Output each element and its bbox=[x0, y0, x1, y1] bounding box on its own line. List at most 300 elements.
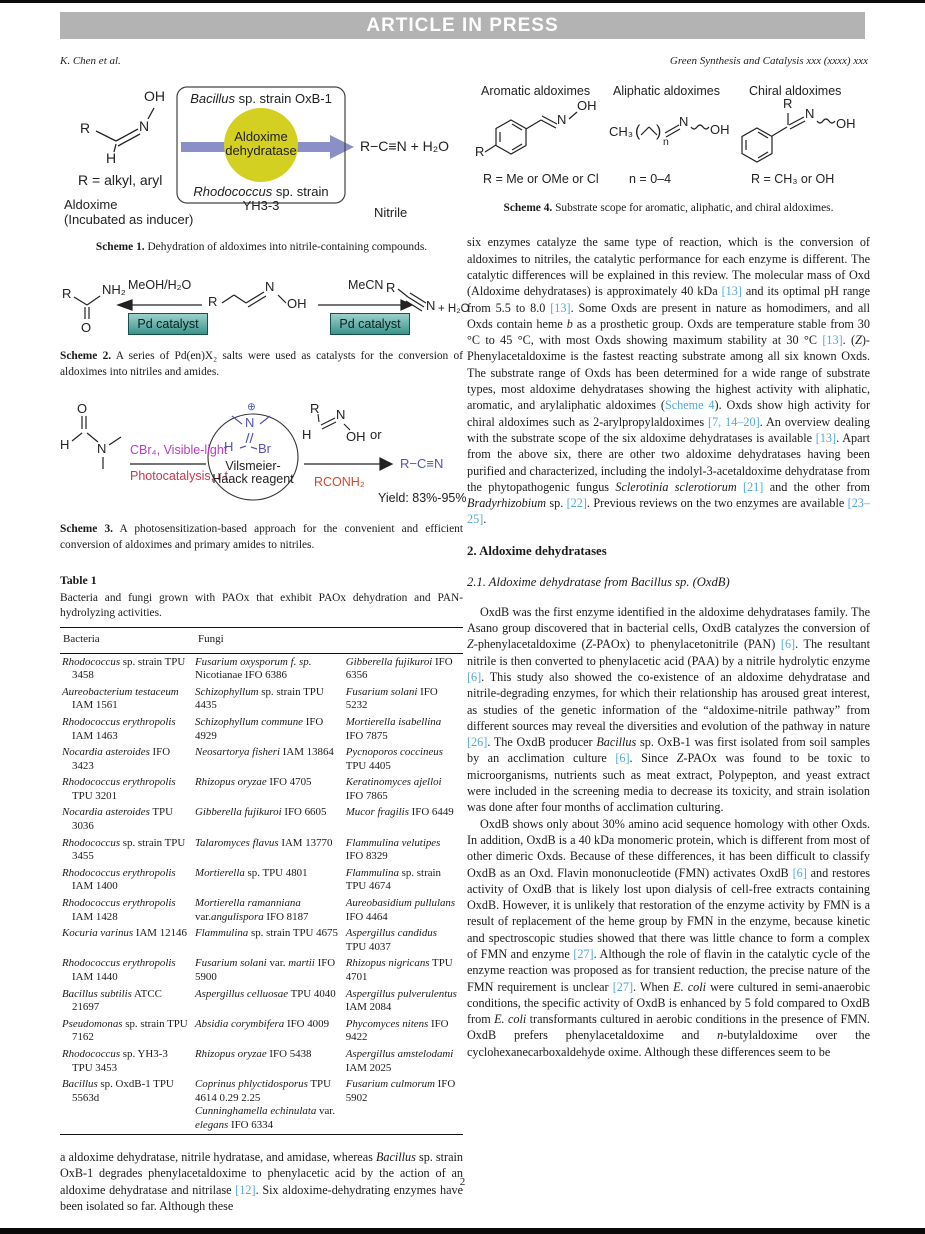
text-run: Rhizopus oryzae bbox=[195, 776, 267, 789]
text-run: TPU 4037 bbox=[345, 940, 391, 953]
table-cell bbox=[195, 865, 346, 895]
aliphatic-substituent-label: n = 0–4 bbox=[629, 172, 672, 186]
text-run: Nicotianae IFO 6386 bbox=[195, 669, 287, 682]
table-cell bbox=[346, 714, 463, 744]
text-run: IAM 1561 bbox=[72, 699, 118, 712]
running-header-authors: K. Chen et al. bbox=[60, 55, 121, 67]
text-run: IFO 4464 bbox=[345, 910, 388, 923]
text-run: Aspergillus pulverulentus bbox=[345, 987, 457, 1000]
vilsmeier-haack-label: Vilsmeier-Haack reagent bbox=[212, 459, 294, 487]
column-header-bacteria: Bacteria bbox=[60, 628, 195, 654]
text-run: Z bbox=[676, 751, 684, 766]
table1-label: Table 1 bbox=[60, 573, 97, 588]
text-run: sp. strain TPU 4675 bbox=[248, 927, 338, 940]
text-run: . Since bbox=[629, 751, 677, 766]
text-run: Aspergillus celluosae bbox=[195, 987, 289, 1000]
text-run: IFO 9422 bbox=[345, 1017, 449, 1044]
text-run: . When bbox=[633, 979, 674, 994]
text-run: IFO 7875 bbox=[345, 729, 388, 742]
text-run: Pseudomonas bbox=[62, 1017, 123, 1030]
citation-link[interactable]: [6] bbox=[792, 865, 807, 880]
citation-link[interactable]: [12] bbox=[235, 1182, 256, 1197]
text-run: IFO 3423 bbox=[72, 746, 171, 772]
text-run: sp. OxdB-1 TPU 5563d bbox=[72, 1078, 174, 1104]
text-run: Sclerotinia sclerotiorum bbox=[615, 479, 737, 494]
table-row bbox=[60, 896, 463, 926]
text-run: IFO 5900 bbox=[195, 957, 336, 983]
text-run: Flammulina velutipes bbox=[345, 836, 441, 849]
table1 bbox=[60, 627, 463, 1135]
text-run: IAM 1428 bbox=[72, 910, 118, 923]
table-cell bbox=[60, 835, 195, 865]
r-definition-label: R = alkyl, aryl bbox=[78, 172, 163, 188]
text-run: Fusarium oxysporum f. sp. bbox=[195, 655, 312, 668]
table-row bbox=[60, 775, 463, 805]
scheme3-caption bbox=[60, 522, 463, 553]
table-cell bbox=[60, 865, 195, 895]
r-label: R bbox=[783, 96, 793, 111]
text-run: sp. strain TPU 7162 bbox=[72, 1017, 188, 1044]
table-cell bbox=[346, 1046, 463, 1076]
text-run: Rhodococcus bbox=[62, 836, 121, 849]
table-cell bbox=[60, 714, 195, 744]
table-cell bbox=[195, 1046, 346, 1076]
r-label: R bbox=[80, 120, 91, 136]
text-run: . This study also showed the co-existence of an aldoxime dehydratase and nitrile-degrading enzymes, for which their relationship has aroused great interest, as studies of the genetic information of the “aldoxime-nitrile pathway” from different sources may reveal the diversities and evolution of the pathway in nature bbox=[467, 669, 870, 733]
table-cell bbox=[346, 926, 463, 956]
table-row bbox=[60, 714, 463, 744]
table-cell bbox=[195, 775, 346, 805]
nitrile-product-label: R−C≡N bbox=[400, 456, 444, 472]
text-run: Absidia corymbifera bbox=[195, 1017, 285, 1030]
table-cell bbox=[346, 805, 463, 835]
citation-link[interactable]: [7, 14–20] bbox=[708, 414, 760, 429]
table-cell bbox=[346, 745, 463, 775]
citation-link[interactable]: [6] bbox=[615, 751, 630, 766]
text-run: Z bbox=[855, 333, 862, 348]
citation-link[interactable]: [22] bbox=[566, 496, 587, 511]
plus-water-label: + H₂O bbox=[438, 303, 470, 316]
text-run: Scheme 3. bbox=[60, 523, 114, 536]
left-reaction-arrow bbox=[118, 300, 202, 310]
text-run: Flammulina bbox=[195, 927, 249, 940]
or-label: or bbox=[370, 427, 382, 443]
table-cell bbox=[60, 684, 195, 714]
text-run: IFO 4929 bbox=[195, 715, 324, 742]
text-run: Bradyrhizobium bbox=[467, 496, 546, 511]
n-subscript-label: n bbox=[663, 136, 669, 148]
table-cell bbox=[60, 654, 195, 685]
text-run: Gibberella fujikuroi bbox=[345, 655, 433, 668]
text-run: Nocardia asteroides bbox=[62, 806, 150, 819]
citation-link[interactable]: [13] bbox=[550, 300, 571, 315]
text-run: Bacillus bbox=[190, 91, 235, 106]
text-run: E. coli bbox=[494, 1012, 527, 1027]
o-label: O bbox=[77, 401, 88, 417]
body-paragraph-3 bbox=[467, 816, 870, 1060]
pd-catalyst-box-right: Pd catalyst bbox=[330, 313, 410, 335]
text-run: Bacillus bbox=[375, 1150, 416, 1165]
n-label: N bbox=[805, 106, 815, 121]
text-run: ATCC 21697 bbox=[72, 987, 162, 1014]
text-run: Keratinomyces ajelloi bbox=[345, 776, 442, 789]
table-cell bbox=[60, 1016, 195, 1046]
citation-link[interactable]: [6] bbox=[467, 669, 482, 684]
citation-link[interactable]: [13] bbox=[815, 430, 837, 445]
paren-left-label: ( bbox=[635, 123, 641, 140]
table-cell bbox=[60, 926, 195, 956]
text-run: IFO 5902 bbox=[345, 1078, 456, 1104]
section-heading-2: 2. Aldoxime dehydratases bbox=[467, 543, 607, 558]
text-run: IAM 2025 bbox=[345, 1061, 392, 1074]
text-run: Mucor fragilis bbox=[345, 806, 409, 819]
table1-body bbox=[60, 654, 463, 1135]
right-reaction-arrow bbox=[318, 300, 412, 310]
table-cell bbox=[346, 986, 463, 1016]
text-run: IFO 8329 bbox=[345, 850, 388, 863]
text-run: Aureobacterium testaceum bbox=[62, 685, 179, 698]
text-run: Scheme 4. bbox=[503, 202, 553, 214]
table-cell bbox=[346, 835, 463, 865]
text-run: Neosartorya fisheri bbox=[195, 746, 281, 759]
amide-structure bbox=[74, 296, 100, 319]
h-label: H bbox=[302, 427, 312, 443]
n-label: N bbox=[679, 114, 689, 129]
reaction-arrow bbox=[304, 458, 392, 470]
n-label: N bbox=[426, 298, 436, 314]
h-label: H bbox=[224, 439, 234, 455]
table-cell bbox=[60, 956, 195, 986]
aliphatic-aldoxime-structure bbox=[641, 125, 709, 137]
text-run: -PAOx was found to be toxic to microorganisms, nutrients such as meat extract, Polypepton, and yeast extract were included in the screening media to decrease its toxicity, and strain isolation was done after four months of acclimation culturing. bbox=[467, 751, 870, 815]
oh-label: OH bbox=[287, 296, 307, 312]
text-run: sp. TPU 4801 bbox=[244, 866, 308, 879]
amide-reactant-label: RCONH₂ bbox=[314, 475, 365, 490]
citation-link[interactable]: [13] bbox=[721, 284, 742, 299]
r-label: R bbox=[310, 401, 320, 417]
text-run: Rhodococcus bbox=[193, 184, 273, 199]
text-run: IFO 4705 bbox=[266, 776, 312, 789]
oh-label: OH bbox=[144, 88, 165, 104]
text-run: as a prosthetic group. Oxds are temperature stable from 30 °C to 45 °C, with most Oxds showing maximum stability at 30 °C bbox=[467, 316, 870, 348]
yield-label: Yield: 83%-95% bbox=[378, 491, 467, 506]
n-label: N bbox=[245, 415, 255, 431]
table-cell bbox=[346, 865, 463, 895]
text-run: sp. bbox=[546, 496, 567, 511]
text-run: Substrate scope for aromatic, aliphatic, and chiral aldoximes. bbox=[552, 202, 834, 214]
body-paragraph-1 bbox=[467, 234, 870, 527]
text-run: IFO 6605 bbox=[281, 806, 327, 819]
aromatic-substituent-label: R = Me or OMe or Cl bbox=[483, 172, 599, 186]
table-cell bbox=[346, 775, 463, 805]
r-label: R bbox=[62, 286, 72, 302]
text-run: Dehydration of aldoximes into nitrile-containing compounds. bbox=[144, 241, 428, 253]
text-run: Rhodococcus erythropolis bbox=[62, 715, 176, 728]
table-cell bbox=[346, 654, 463, 685]
text-run: IFO 5438 bbox=[266, 1047, 312, 1060]
chiral-group-label: Chiral aldoximes bbox=[749, 84, 842, 98]
citation-link[interactable]: [13] bbox=[822, 333, 843, 348]
scheme4-caption bbox=[467, 201, 870, 216]
citation-link[interactable]: [6] bbox=[780, 637, 796, 652]
text-run: A series of Pd(en)X₂ salts were used as catalysts for the conversion of aldoximes into nitriles and amides. bbox=[60, 350, 463, 378]
text-run: Bacillus bbox=[62, 1078, 98, 1091]
left-column bbox=[60, 85, 470, 1214]
text-run: Rhodococcus erythropolis bbox=[62, 897, 176, 910]
text-run: sp. strain TPU 4674 bbox=[345, 866, 442, 893]
table-row bbox=[60, 956, 463, 986]
enzyme-name-label: Aldoxime dehydratase bbox=[225, 129, 297, 159]
text-run: b bbox=[566, 316, 573, 331]
text-run: E. coli bbox=[673, 979, 707, 994]
oh-label: OH bbox=[577, 98, 597, 113]
table-row bbox=[60, 684, 463, 714]
running-header bbox=[60, 55, 868, 67]
text-run: IAM 1440 bbox=[72, 971, 118, 983]
text-run: IFO 5232 bbox=[345, 685, 438, 712]
h-label: H bbox=[106, 150, 117, 166]
text-run: Schizophyllum commune bbox=[195, 715, 303, 728]
br-label: Br bbox=[258, 441, 271, 457]
aliphatic-group-label: Aliphatic aldoximes bbox=[613, 84, 720, 98]
text-run: Talaromyces flavus bbox=[195, 836, 279, 849]
n-label: N bbox=[557, 112, 567, 127]
text-run: Rhodococcus erythropolis bbox=[62, 957, 176, 970]
text-run: ). Oxds show high activity for chiral aldoximes such as 2-arylpropylaldoximes bbox=[467, 398, 870, 429]
n-label: N bbox=[336, 407, 346, 423]
text-run: Mortierella bbox=[195, 866, 245, 879]
body-paragraph-2 bbox=[467, 604, 870, 816]
n-label: N bbox=[265, 279, 275, 295]
text-run: . Although the role of flavin in the catalytic cycle of the enzyme reaction was proposed as for transient reduction, the precise nature of the FMN requirement is unclear bbox=[467, 946, 871, 994]
table-cell bbox=[195, 714, 346, 744]
text-run: IFO 6356 bbox=[345, 655, 453, 682]
text-run: TPU 4701 bbox=[345, 957, 453, 983]
table-row bbox=[60, 1077, 463, 1135]
h-label: H bbox=[60, 437, 70, 453]
table-cell bbox=[60, 1077, 195, 1135]
n-label: N bbox=[97, 441, 107, 457]
scheme4-figure bbox=[467, 85, 870, 193]
text-run: Fusarium solani bbox=[195, 957, 267, 970]
table-row bbox=[60, 745, 463, 775]
citation-link[interactable]: [21] bbox=[743, 479, 764, 494]
central-aldoxime-structure bbox=[222, 292, 286, 307]
r-label: R bbox=[386, 280, 396, 296]
text-run: Scheme 1. bbox=[95, 241, 145, 253]
table-cell bbox=[60, 775, 195, 805]
text-run: sp. strain TPU 3458 bbox=[72, 655, 186, 682]
text-run: Rhodococcus erythropolis bbox=[62, 866, 176, 879]
text-run: Aspergillus amstelodami bbox=[345, 1047, 454, 1060]
photocatalysis-label: Photocatalysis, r.t. bbox=[130, 469, 232, 484]
text-run: Rhizopus nigricans bbox=[345, 957, 430, 970]
product-name-label: Nitrile bbox=[374, 205, 408, 220]
table-cell bbox=[346, 1016, 463, 1046]
text-run: sp. OxB-1 was first isolated from soil samples by an acclimation culture bbox=[467, 735, 871, 766]
table-row bbox=[60, 1046, 463, 1076]
text-run: n bbox=[717, 1028, 724, 1043]
oh-label: OH bbox=[836, 116, 856, 131]
text-run: IAM 1400 bbox=[72, 880, 118, 893]
text-run: . The OxdB producer bbox=[487, 735, 597, 750]
text-run: IFO 6449 bbox=[408, 806, 454, 819]
text-run: IFO 6334 bbox=[228, 1118, 274, 1131]
text-run: Bacillus bbox=[596, 735, 637, 750]
oh-label: OH bbox=[710, 122, 730, 137]
table1-header bbox=[60, 628, 463, 654]
text-run: . Previous reviews on the two enzymes are available bbox=[586, 496, 848, 511]
table-cell bbox=[60, 1046, 195, 1076]
text-run: TPU 3036 bbox=[72, 806, 173, 833]
table-row bbox=[60, 654, 463, 685]
text-run: IAM 1463 bbox=[72, 729, 118, 742]
text-run: sp. YH3-3 TPU 3453 bbox=[72, 1047, 168, 1074]
article-in-press-banner: ARTICLE IN PRESS bbox=[60, 12, 865, 39]
text-run: . Apart from the above six, there are other two aldoxime dehydratases having been purified and characterized, including the indolyl-3-acetaldoxime dehydratase from the phytopathogenic fungus bbox=[467, 430, 870, 494]
text-run: sp. strain OxB-1 bbox=[234, 91, 332, 106]
text-run: Mortierella isabellina bbox=[345, 715, 442, 728]
citation-link[interactable]: [23–25] bbox=[467, 496, 870, 527]
nitrile-product-label: R−C≡N + H₂O bbox=[360, 138, 450, 154]
visible-light-reagent-label: CBr₄, Visible-light bbox=[130, 443, 228, 458]
strain-bottom-label bbox=[177, 185, 345, 214]
citation-link[interactable]: [27] bbox=[573, 946, 594, 961]
table-cell bbox=[346, 684, 463, 714]
text-run: . An overview dealing with the substrate scope of the six aldoxime dehydratases is available bbox=[467, 414, 870, 445]
citation-link[interactable]: [27] bbox=[612, 979, 634, 994]
text-run: . ( bbox=[842, 333, 856, 348]
table-cell bbox=[195, 745, 346, 775]
table-cell bbox=[60, 986, 195, 1016]
citation-link[interactable]: Scheme 4 bbox=[664, 398, 715, 413]
text-run: and the other from bbox=[763, 479, 871, 494]
text-run: sp. strain YH3-3 bbox=[242, 184, 329, 214]
table1-caption: Bacteria and fungi grown with PAOx that exhibit PAOx dehydration and PAN-hydrolyzing activities. bbox=[60, 592, 463, 620]
text-run: var. bbox=[195, 910, 212, 923]
text-run: A photosensitization-based approach for the convenient and efficient conversion of aldoximes and primary amides to nitriles. bbox=[60, 523, 463, 551]
text-run: six enzymes catalyze the same type of reaction, which is the conversion of aldoximes to nitriles, the catalytic performance for each enzyme is different. The catalytic differences will be explained in this review. The molecular mass of Oxd (Aldoxime dehydratases) is approximately 40 kDa bbox=[467, 235, 870, 299]
text-run: Nocardia asteroides bbox=[62, 746, 150, 759]
text-run: Schizophyllum bbox=[195, 685, 259, 698]
table-cell bbox=[195, 1016, 346, 1046]
text-run: elegans bbox=[195, 1118, 229, 1131]
text-run: IAM 2084 bbox=[345, 1001, 392, 1014]
text-run: Kocuria varinus bbox=[62, 927, 134, 940]
text-run: )-Phenylacetaldoxime is the fastest reacting substrate among all six known Oxds. The substrate range of Oxds has been determined for a wide range of substrate types, most aldoxime dehydratases showing the highest activity with aliphatic, aromatic, and arylaliphatic aldoximes ( bbox=[467, 333, 870, 413]
text-run: Pycnoporos coccineus bbox=[345, 746, 443, 759]
text-run: var. bbox=[266, 957, 289, 970]
chiral-substituent-label: R = CH₃ or OH bbox=[751, 172, 835, 186]
text-run: Aureobasidium pullulans bbox=[345, 897, 456, 910]
scheme3-figure bbox=[60, 401, 467, 514]
scheme2-caption bbox=[60, 349, 463, 380]
right-reagent-label: MeCN bbox=[348, 278, 384, 293]
text-run: -PAOx) to phenylacetonitrile (PAN) bbox=[592, 637, 781, 652]
text-run: Rhodococcus erythropolis bbox=[62, 776, 176, 789]
text-run: Gibberella fujikuroi bbox=[195, 806, 282, 819]
text-run: var. bbox=[316, 1105, 336, 1118]
ch3-label: CH₃ bbox=[609, 124, 634, 139]
text-run: Fusarium culmorum bbox=[345, 1078, 435, 1091]
text-run: . Some Oxds are present in nature as homodimers, and all Oxds contain heme bbox=[467, 300, 871, 331]
citation-link[interactable]: [26] bbox=[467, 735, 488, 750]
page-number: 2 bbox=[459, 1176, 466, 1188]
table-cell bbox=[60, 896, 195, 926]
text-run: OxdB was the first enzyme identified in the aldoxime dehydratases family. The Asano group discovered that in bacterial cells, OxdB catalyzes the conversion of bbox=[467, 604, 870, 636]
text-run: Bacillus subtilis bbox=[62, 987, 132, 1000]
table-cell bbox=[346, 1077, 463, 1135]
text-run: Scheme 2. bbox=[60, 350, 112, 363]
table-cell bbox=[346, 956, 463, 986]
text-run: IAM 13770 bbox=[278, 836, 333, 849]
text-run: and restores activity of OxdB that is likely lost upon dialysis of cell-free extracts containing OxdB. However, it is unlikely that restoration of the enzyme activity by FMN is a result of replacement of the heme group by FMN in the enzyme, because kinetic and spectroscopic studies showed that there was little chance to form a complex of FMN and enzyme bbox=[467, 865, 871, 961]
aromatic-group-label: Aromatic aldoximes bbox=[481, 84, 591, 98]
table-cell bbox=[195, 926, 346, 956]
text-run: OxdB shows only about 30% amino acid sequence homology with other Oxds. In addition, OxdB is a 40 kDa monomeric protein, which is different from most of other dimeric Oxds. Because of these differences, it has been difficult to classify OxdB as an Oxd. Flavin mononucleotide (FMN) activates OxdB bbox=[467, 816, 870, 880]
text-run: . bbox=[483, 512, 487, 527]
table-cell bbox=[195, 986, 346, 1016]
text-run: martii bbox=[288, 957, 315, 970]
text-run: angulispora bbox=[211, 910, 264, 923]
text-run: TPU 3201 bbox=[72, 789, 118, 802]
column-header-fungi: Fungi bbox=[195, 628, 463, 654]
r-label: R bbox=[475, 144, 485, 159]
text-run: Cunninghamella echinulata bbox=[195, 1105, 317, 1118]
table-cell bbox=[195, 835, 346, 865]
table-row bbox=[60, 1016, 463, 1046]
chiral-aldoxime-structure bbox=[742, 113, 835, 162]
r-label: R bbox=[208, 294, 218, 310]
table-row bbox=[60, 986, 463, 1016]
o-label: O bbox=[81, 320, 92, 336]
text-run: Rhizopus oryzae bbox=[195, 1047, 267, 1060]
table-cell bbox=[60, 745, 195, 775]
paren-right-label: ) bbox=[656, 123, 662, 140]
text-run: a aldoxime dehydratase, nitrile hydratase, and amidase, whereas bbox=[60, 1150, 376, 1165]
table-cell bbox=[195, 654, 346, 685]
text-run: IFO 4009 bbox=[284, 1017, 330, 1030]
text-run: were cultured in semi-anaerobic conditions, the specific activity of OxdB is enhanced by 5 fold compared to OxdB from bbox=[467, 979, 870, 1027]
text-run: transformants cultured in aerobic conditions in the presence of FMN. OxdB prefers phenylacetaldoxime and bbox=[467, 1012, 870, 1043]
table-cell bbox=[195, 684, 346, 714]
text-run: sp. strain TPU 3455 bbox=[72, 836, 186, 863]
table-row bbox=[60, 865, 463, 895]
right-column bbox=[467, 85, 870, 1060]
nh2-label: NH₂ bbox=[102, 282, 126, 298]
text-run: IFO 7865 bbox=[345, 789, 388, 802]
table-cell bbox=[195, 1077, 346, 1135]
text-run: Z bbox=[585, 637, 593, 652]
plus-charge-icon: ⊕ bbox=[247, 401, 256, 414]
text-run: sp. strain TPU 4435 bbox=[195, 685, 324, 712]
table-cell bbox=[195, 896, 346, 926]
scheme1-figure bbox=[60, 85, 463, 232]
scheme2-figure bbox=[60, 277, 470, 341]
text-run: sp. strain OxB-1 degrades phenylacetaldoxime to phenylacetic acid by the action of an aldoxime dehydratase and nitrilase bbox=[60, 1150, 463, 1197]
running-header-journal: Green Synthesis and Catalysis xxx (xxxx) xxx bbox=[669, 55, 868, 67]
text-run: Z bbox=[467, 637, 474, 652]
text-run: TPU 4040 bbox=[288, 987, 336, 1000]
text-run: . Six aldoxime-dehydrating enzymes have been isolated so far. Although these bbox=[60, 1182, 463, 1213]
table-cell bbox=[195, 805, 346, 835]
text-run: Rhodococcus bbox=[62, 1047, 121, 1060]
text-run: Flammulina bbox=[345, 866, 399, 879]
text-run: Aspergillus candidus bbox=[345, 927, 437, 940]
text-run: . The resultant nitrile is then converted to phenylacetic acid (PAA) by a nitrile hydrolytic enzyme bbox=[467, 637, 870, 668]
text-run: Rhodococcus bbox=[62, 655, 121, 668]
substrate-note-label: (Incubated as inducer) bbox=[64, 212, 194, 227]
